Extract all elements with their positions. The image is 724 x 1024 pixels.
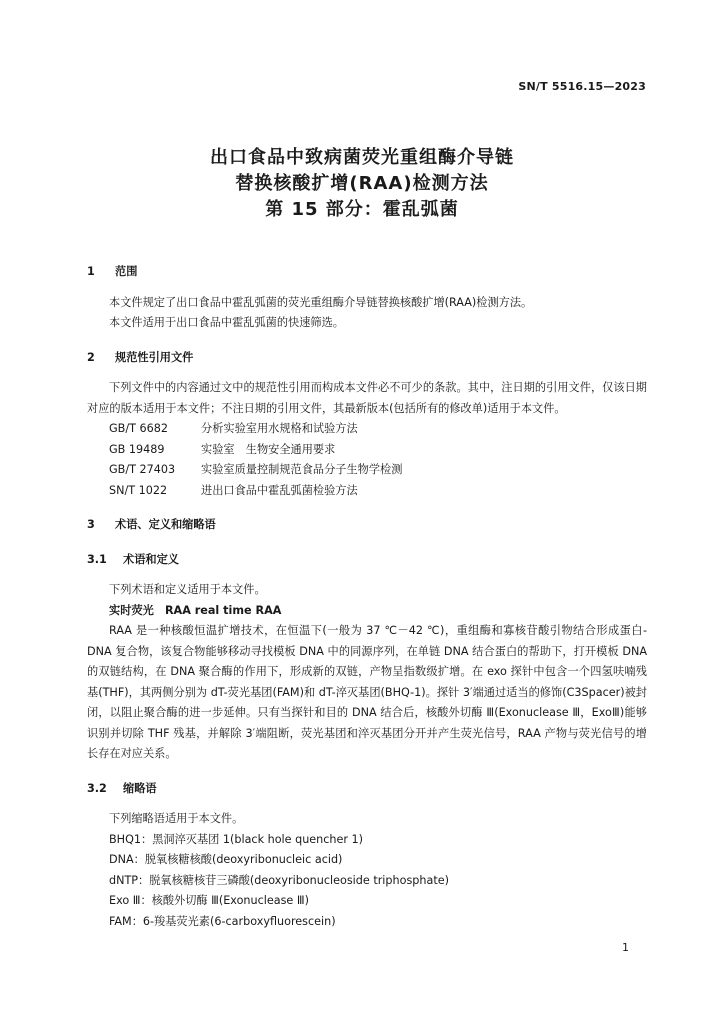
section-number: 3 <box>87 518 95 531</box>
term-definition: RAA 是一种核酸恒温扩增技术，在恒温下(一般为 37 ℃－42 ℃)，重组酶和寡核苷酸引物结合形成蛋白-DNA 复合物，该复合物能够移动寻找模板 DNA 中的同源序列，在单链 DNA 结合蛋白的帮助下，打开模板 DNA 的双链结构，在 DNA 聚合酶的作用下，形成新的双链，产物呈指数级扩增。在 exo 探针中包含一个四氢呋喃残基(THF)，其两侧分别为 dT-荧光基团(FAM)和 dT-淬灭基团(BHQ-1)。探针 3′端通过适当的修饰(C3Spacer)被封闭，以阻止聚合酶的进一步延伸。只有当探针和目的 DNA 结合后，核酸外切酶 Ⅲ(Exonuclease Ⅲ，ExoⅢ)能够识别并切除 THF 残基，并解除 3′端阻断，荧光基团和淬灭基团分开并产生荧光信号，RAA 产物与荧光信号的增长存在对应关系。 <box>87 624 647 760</box>
reference-item <box>87 419 647 440</box>
standard-code: SN/T 5516.15—2023 <box>518 80 646 93</box>
abbreviation-item: BHQ1：黑洞淬灭基团 1(black hole quencher 1) <box>109 832 364 846</box>
document-body <box>87 262 647 932</box>
reference-title: 实验室 生物安全通用要求 <box>201 442 336 456</box>
section-title: 术语和定义 <box>123 552 179 566</box>
reference-code: SN/T 1022 <box>109 483 168 497</box>
page-number: 1 <box>622 941 629 954</box>
abbreviation-item: DNA：脱氧核糖核酸(deoxyribonucleic acid) <box>109 853 343 866</box>
paragraph: 下列缩略语适用于本文件。 <box>109 812 244 825</box>
title-line-1: 出口食品中致病菌荧光重组酶介导链 <box>210 147 514 168</box>
reference-code: GB 19489 <box>109 442 165 456</box>
paragraph: 本文件适用于出口食品中霍乱弧菌的快速筛选。 <box>109 316 344 329</box>
abbreviation-item: dNTP：脱氧核糖核苷三磷酸(deoxyribonucleoside triphosphate) <box>109 873 449 887</box>
section-number: 3.1 <box>87 552 107 566</box>
paragraph: 下列术语和定义适用于本文件。 <box>109 583 266 596</box>
section-number: 2 <box>87 350 95 364</box>
term-title: 实时荧光 RAA real time RAA <box>109 603 282 617</box>
title-line-2: 替换核酸扩增(RAA)检测方法 <box>235 173 489 194</box>
reference-item <box>87 460 647 481</box>
section-2-heading <box>87 348 647 369</box>
paragraph: 本文件规定了出口食品中霍乱弧菌的荧光重组酶介导链替换核酸扩增(RAA)检测方法。 <box>109 295 533 309</box>
reference-code: GB/T 6682 <box>109 422 168 435</box>
title-line-3: 第 15 部分：霍乱弧菌 <box>265 199 459 220</box>
document-title <box>0 145 724 223</box>
paragraph: 下列文件中的内容通过文中的规范性引用而构成本文件必不可少的条款。其中，注日期的引用文件，仅该日期对应的版本适用于本文件；不注日期的引用文件，其最新版本(包括所有的修改单)适用于本文件。 <box>87 381 647 415</box>
reference-code: GB/T 27403 <box>109 463 176 476</box>
section-3-1-heading <box>87 550 647 571</box>
section-title: 术语、定义和缩略语 <box>115 518 216 531</box>
reference-title: 进出口食品中霍乱弧菌检验方法 <box>201 483 358 497</box>
section-number: 3.2 <box>87 781 107 795</box>
reference-item <box>87 481 647 502</box>
section-title: 规范性引用文件 <box>115 350 194 364</box>
reference-title: 实验室质量控制规范食品分子生物学检测 <box>201 463 403 476</box>
abbreviation-item: Exo Ⅲ：核酸外切酶 Ⅲ(Exonuclease Ⅲ) <box>109 894 309 907</box>
section-3-2-heading <box>87 779 647 800</box>
section-3-heading <box>87 515 647 536</box>
reference-item <box>87 440 647 461</box>
reference-title: 分析实验室用水规格和试验方法 <box>201 422 358 435</box>
abbreviation-item: FAM：6-羧基荧光素(6-carboxyfluorescein) <box>109 914 336 928</box>
section-1-heading <box>87 262 647 283</box>
section-number: 1 <box>87 265 95 278</box>
section-title: 范围 <box>115 265 138 278</box>
section-title: 缩略语 <box>123 781 157 795</box>
